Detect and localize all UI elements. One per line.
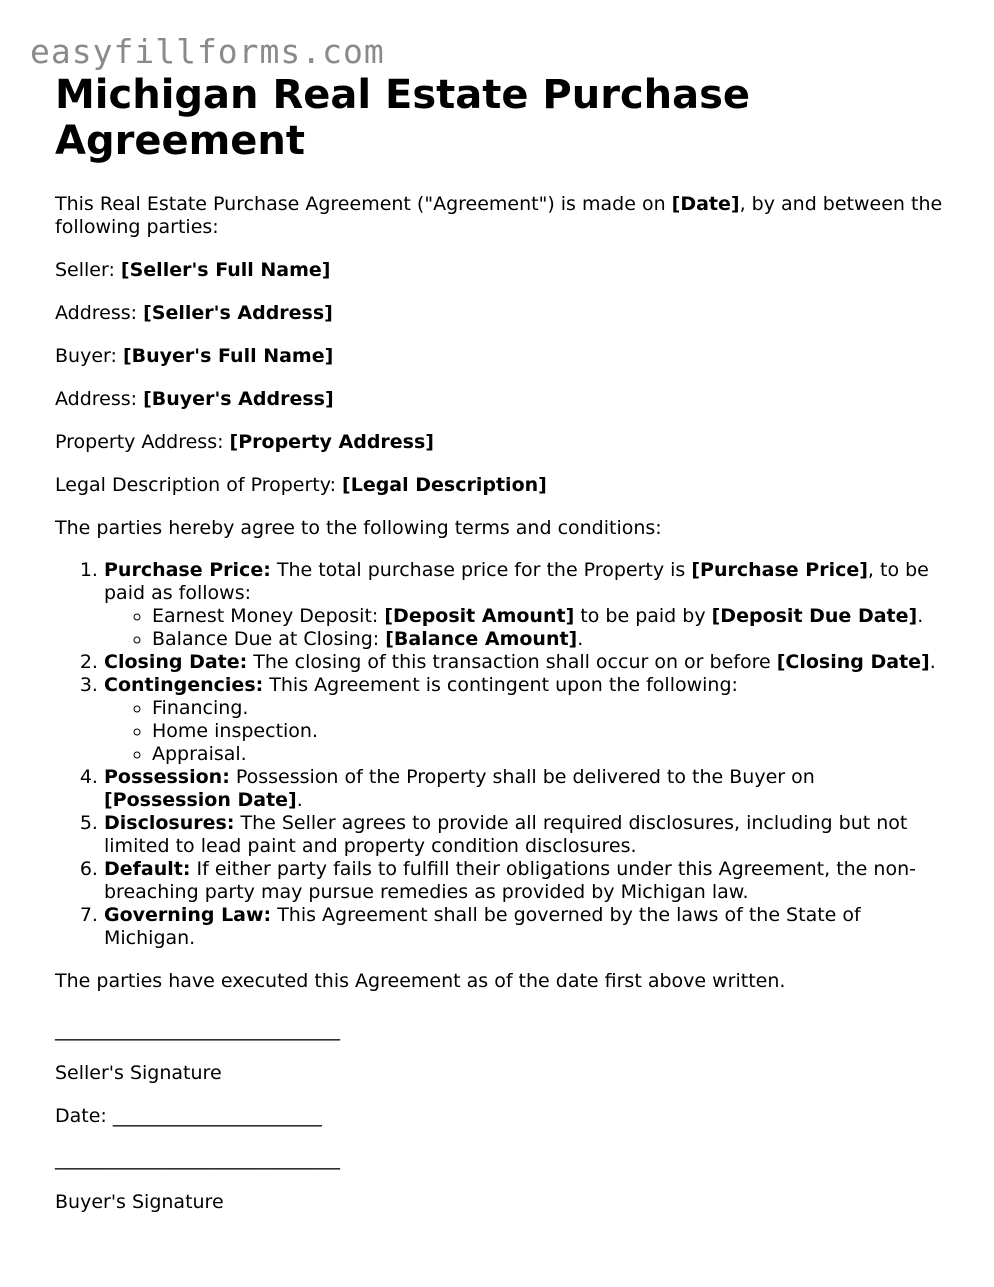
term-heading: Purchase Price:: [104, 559, 271, 581]
term-text: The closing of this transaction shall occur on or before: [247, 651, 777, 673]
term-heading: Governing Law:: [104, 904, 272, 926]
party-buyer-address: [55, 388, 945, 411]
term-text: This Agreement is contingent upon the following:: [263, 674, 738, 696]
purchase-price-field: [Purchase Price]: [691, 559, 868, 581]
balance-amount-field: [Balance Amount]: [385, 628, 578, 650]
item-text: to be paid by: [574, 605, 712, 627]
party-label: Property Address:: [55, 431, 230, 453]
buyer-signature-label: Buyer's Signature: [55, 1191, 224, 1213]
item-label: Earnest Money Deposit:: [152, 605, 385, 627]
party-seller-name: [55, 259, 945, 282]
term-possession: [104, 766, 945, 812]
term-default: [104, 858, 945, 904]
property-address: [55, 431, 945, 454]
term-closing-date: [104, 651, 945, 674]
term-contingencies: [104, 674, 945, 766]
party-seller-address: [55, 302, 945, 325]
terms-list: [55, 559, 945, 950]
payment-breakdown-list: [104, 605, 945, 651]
agreement-date-field: [Date]: [671, 193, 740, 215]
contingencies-list: [104, 697, 945, 766]
term-text: .: [296, 789, 303, 811]
term-text: This Agreement shall be governed by the laws of the State of Michigan.: [104, 904, 861, 949]
party-label: Seller:: [55, 259, 121, 281]
document-page: [55, 70, 945, 1234]
seller-signature-line[interactable]: ______________________________: [55, 1019, 340, 1041]
buyer-signature-line[interactable]: ______________________________: [55, 1148, 340, 1170]
intro-text-before: This Real Estate Purchase Agreement ("Agreement") is made on: [55, 193, 672, 215]
terms-intro: The parties hereby agree to the following terms and conditions:: [55, 517, 662, 539]
balance-due-item: [152, 628, 945, 651]
date-label: Date:: [55, 1105, 113, 1127]
item-label: Balance Due at Closing:: [152, 628, 386, 650]
term-heading: Default:: [104, 858, 191, 880]
closing-statement: The parties have executed this Agreement as of the date first above written.: [55, 970, 786, 992]
legal-description: [55, 474, 945, 497]
party-label: Address:: [55, 388, 144, 410]
term-text: The Seller agrees to provide all required disclosures, including but not limited to lead paint and property condition disclosures.: [104, 812, 908, 857]
document-title: Michigan Real Estate Purchase Agreement: [55, 72, 751, 164]
property-address-field: [Property Address]: [229, 431, 434, 453]
intro-text-after: , by and between the following parties:: [55, 193, 943, 238]
date-line[interactable]: ______________________: [112, 1105, 322, 1127]
contingency-item: ◦ Financing.: [152, 697, 945, 720]
term-heading: Contingencies:: [104, 674, 264, 696]
deposit-amount-field: [Deposit Amount]: [384, 605, 575, 627]
term-text: , to be paid as follows:: [104, 559, 929, 604]
intro-paragraph: [55, 193, 945, 239]
party-buyer-name: [55, 345, 945, 368]
term-purchase-price: [104, 559, 945, 651]
watermark: easyfillforms.com: [30, 32, 385, 71]
term-heading: Closing Date:: [104, 651, 248, 673]
contingency-item: ◦ Home inspection.: [152, 720, 945, 743]
seller-name-field: [Seller's Full Name]: [120, 259, 331, 281]
earnest-money-item: [152, 605, 945, 628]
item-text: .: [917, 605, 924, 627]
term-text: Possession of the Property shall be delivered to the Buyer on: [229, 766, 815, 788]
term-text: The total purchase price for the Property is: [270, 559, 692, 581]
party-label: Address:: [55, 302, 144, 324]
legal-description-field: [Legal Description]: [342, 474, 547, 496]
item-text: .: [577, 628, 584, 650]
possession-date-field: [Possession Date]: [104, 789, 297, 811]
term-text: If either party fails to fulfill their obligations under this Agreement, the non-breaching party may pursue remedies as provided by Michigan law.: [104, 858, 916, 903]
buyer-name-field: [Buyer's Full Name]: [122, 345, 334, 367]
seller-address-field: [Seller's Address]: [143, 302, 333, 324]
party-label: Buyer:: [55, 345, 123, 367]
term-text: .: [929, 651, 936, 673]
deposit-due-date-field: [Deposit Due Date]: [711, 605, 918, 627]
term-disclosures: [104, 812, 945, 858]
contingency-item: ◦ Appraisal.: [152, 743, 945, 766]
seller-signature-label: Seller's Signature: [55, 1062, 222, 1084]
term-governing-law: [104, 904, 945, 950]
term-heading: Disclosures:: [104, 812, 235, 834]
closing-date-field: [Closing Date]: [776, 651, 930, 673]
buyer-address-field: [Buyer's Address]: [143, 388, 334, 410]
party-label: Legal Description of Property:: [55, 474, 343, 496]
term-heading: Possession:: [104, 766, 230, 788]
signature-date-row: [55, 1105, 945, 1128]
